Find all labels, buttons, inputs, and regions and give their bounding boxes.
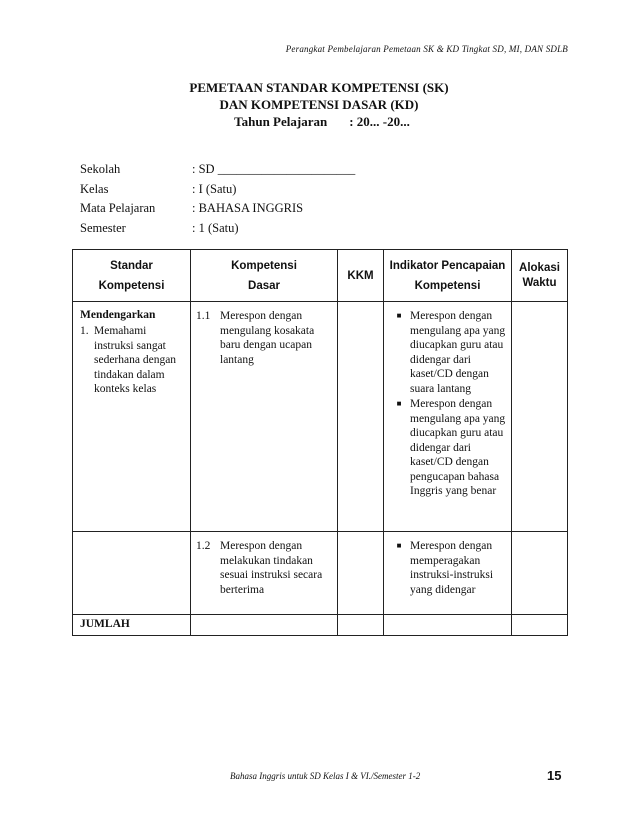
square-bullet-icon: ■ bbox=[396, 541, 402, 550]
kkm-cell bbox=[338, 302, 384, 532]
school-info bbox=[80, 162, 355, 240]
academic-year-label: Tahun Pelajaran bbox=[234, 114, 328, 129]
info-value: : SD ______________________ bbox=[192, 162, 356, 176]
academic-year-value: : 20... -20... bbox=[349, 114, 410, 129]
sk-title: Mendengarkan bbox=[80, 309, 156, 321]
total-indicator-cell bbox=[384, 615, 512, 636]
header-alokasi-waktu bbox=[512, 250, 568, 302]
kd-item bbox=[191, 302, 337, 367]
sk-number: 1. bbox=[80, 325, 89, 337]
page-number: 15 bbox=[547, 768, 562, 783]
header-text: Kompetensi bbox=[98, 279, 165, 292]
indicator-text: Merespon dengan memperagakan instruksi-instruksi yang didengar bbox=[410, 540, 494, 596]
sk-item bbox=[73, 323, 190, 397]
indicator-list bbox=[384, 302, 511, 508]
header-text: Alokasi bbox=[519, 261, 560, 274]
list-item bbox=[384, 309, 507, 396]
header-text: Indikator Pencapaian bbox=[389, 259, 506, 272]
kd-cell bbox=[191, 302, 338, 532]
header-standar-kompetensi bbox=[73, 250, 191, 302]
sk-cell bbox=[73, 532, 191, 615]
info-label: Mata Pelajaran bbox=[80, 201, 156, 215]
header-text: Waktu bbox=[522, 276, 557, 289]
indicator-cell bbox=[384, 532, 512, 615]
table-row bbox=[73, 302, 568, 532]
total-alokasi-cell bbox=[512, 615, 568, 636]
kd-number: 1.1 bbox=[196, 310, 211, 322]
info-label: Kelas bbox=[80, 181, 109, 196]
sk-cell bbox=[73, 302, 191, 532]
square-bullet-icon: ■ bbox=[396, 399, 402, 408]
list-item bbox=[384, 539, 507, 597]
info-value: : I (Satu) bbox=[192, 181, 237, 196]
list-item bbox=[384, 397, 507, 499]
total-label-cell bbox=[73, 615, 191, 636]
total-kkm-cell bbox=[338, 615, 384, 636]
table-row bbox=[73, 532, 568, 615]
header-text: Kompetensi bbox=[414, 279, 481, 292]
info-label: Sekolah bbox=[80, 162, 121, 176]
kd-cell bbox=[191, 532, 338, 615]
total-kd-cell bbox=[191, 615, 338, 636]
total-label: JUMLAH bbox=[80, 618, 130, 630]
academic-year-line bbox=[0, 113, 638, 130]
info-value: : BAHASA INGGRIS bbox=[192, 201, 304, 215]
competency-mapping-table bbox=[72, 249, 568, 636]
info-row-kelas bbox=[80, 182, 355, 202]
header-text: Dasar bbox=[248, 279, 280, 292]
kkm-cell bbox=[338, 532, 384, 615]
info-value: : 1 (Satu) bbox=[192, 220, 239, 235]
header-kkm: KKM bbox=[338, 250, 384, 302]
header-indikator bbox=[384, 250, 512, 302]
kd-number: 1.2 bbox=[196, 540, 211, 552]
indicator-cell bbox=[384, 302, 512, 532]
indicator-text: Merespon dengan mengulang apa yang diucapkan guru atau didengar dari kaset/CD dengan suara lantang bbox=[410, 310, 506, 395]
title-line-1: PEMETAAN STANDAR KOMPETENSI (SK) bbox=[189, 80, 449, 95]
document-title bbox=[0, 79, 638, 130]
total-row bbox=[73, 615, 568, 636]
title-line-2: DAN KOMPETENSI DASAR (KD) bbox=[219, 97, 419, 112]
running-footer: Bahasa Inggris untuk SD Kelas I & VI./Semester 1-2 bbox=[230, 771, 421, 781]
kd-text: Merespon dengan melakukan tindakan sesuai instruksi secara berterima bbox=[220, 540, 323, 596]
indicator-text: Merespon dengan mengulang apa yang diucapkan guru atau didengar dari kaset/CD dengan pengucapan bahasa Inggris yang benar bbox=[410, 398, 506, 497]
kd-item bbox=[191, 532, 337, 597]
table-header-row bbox=[73, 250, 568, 302]
header-kompetensi-dasar bbox=[191, 250, 338, 302]
info-row-semester bbox=[80, 221, 355, 241]
square-bullet-icon: ■ bbox=[396, 311, 402, 320]
info-row-sekolah bbox=[80, 162, 355, 182]
header-text: Standar bbox=[110, 259, 153, 272]
running-header: Perangkat Pembelajaran Pemetaan SK & KD Tingkat SD, MI, DAN SDLB bbox=[285, 44, 568, 54]
kd-text: Merespon dengan mengulang kosakata baru dengan ucapan lantang bbox=[220, 310, 315, 366]
alokasi-cell bbox=[512, 302, 568, 532]
sk-text: Memahami instruksi sangat sederhana dengan tindakan dalam konteks kelas bbox=[94, 325, 177, 395]
header-text: Kompetensi bbox=[231, 259, 297, 272]
info-label: Semester bbox=[80, 220, 126, 235]
indicator-list bbox=[384, 532, 511, 606]
info-row-mata-pelajaran bbox=[80, 201, 355, 221]
alokasi-cell bbox=[512, 532, 568, 615]
